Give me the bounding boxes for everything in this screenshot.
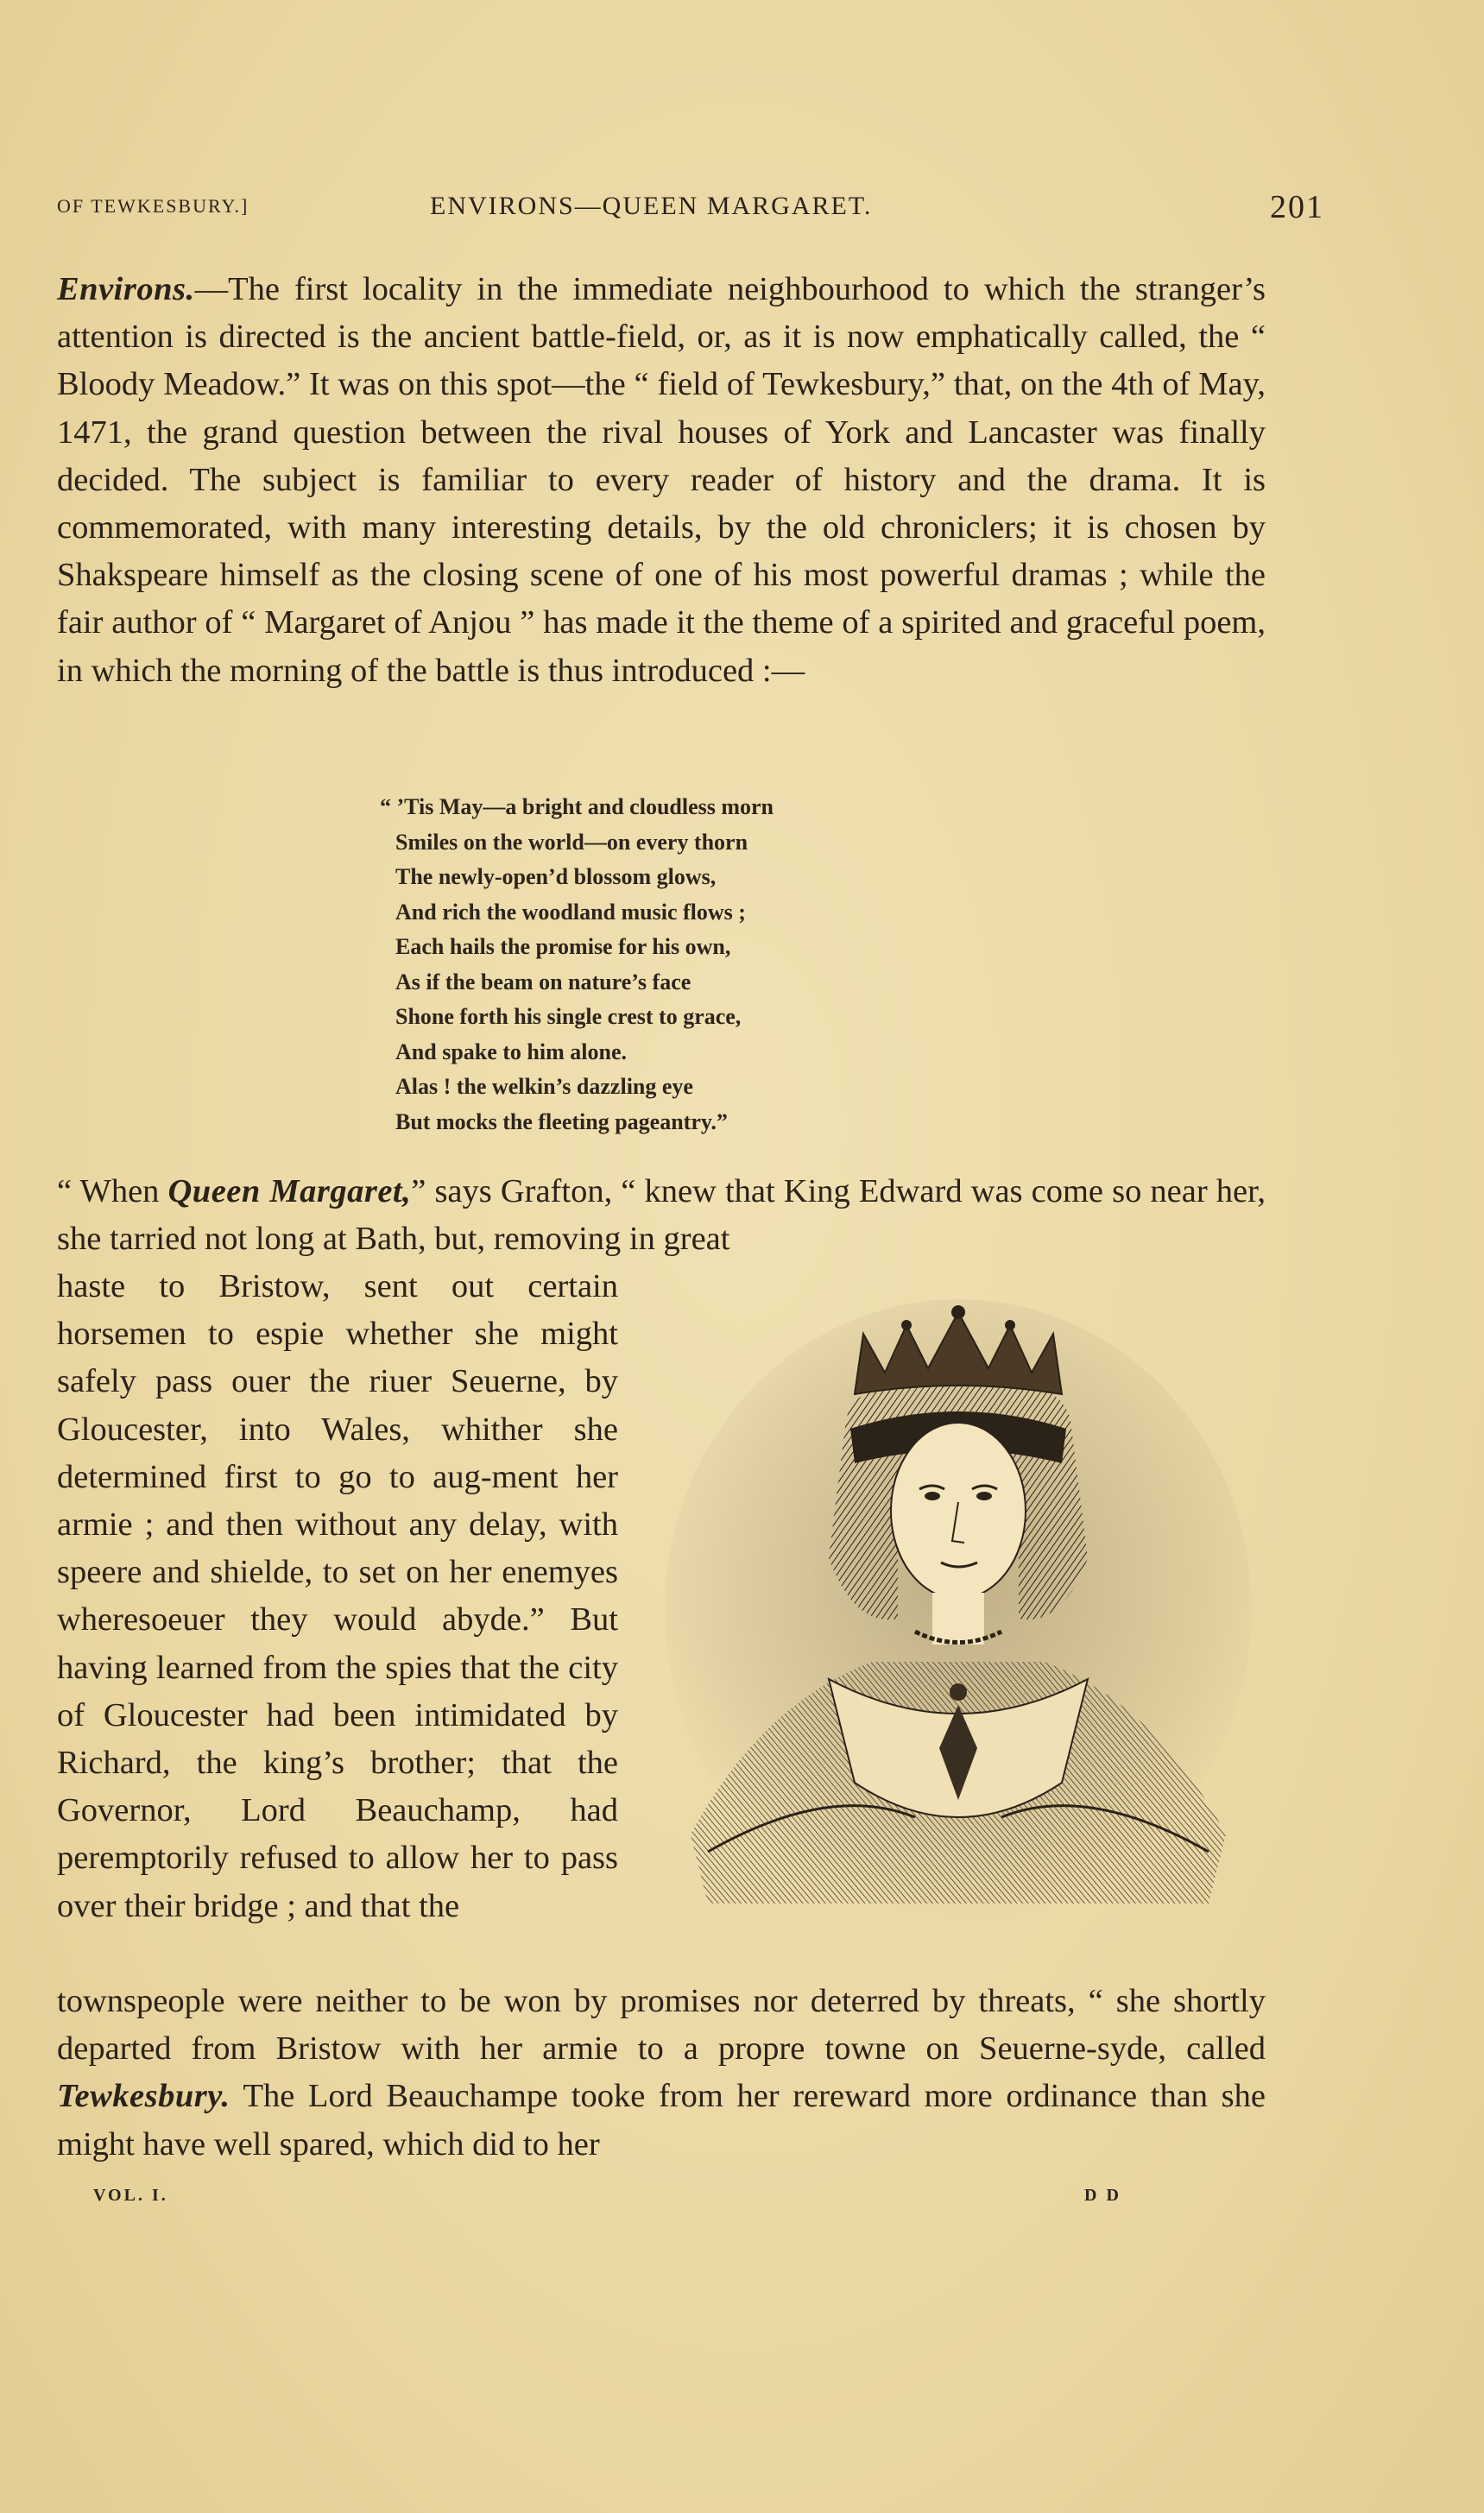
- page-footer: [93, 2186, 1216, 2206]
- poem-line: But mocks the fleeting pageantry.”: [395, 1108, 728, 1134]
- paragraph-text: The Lord Beauchampe tooke from her rereward more ordinance than she might have well spared, which did to her: [57, 2078, 1266, 2163]
- header-section-title: OF TEWKESBURY.]: [57, 195, 249, 217]
- signature-mark: D D: [1084, 2186, 1121, 2205]
- paragraph-lead-word: Environs.: [57, 271, 195, 307]
- header-chapter-title: ENVIRONS—QUEEN MARGARET.: [430, 192, 873, 220]
- paragraph-grafton-quote: [57, 1168, 1266, 1263]
- tewkesbury-name: Tewkesbury.: [57, 2078, 230, 2115]
- paragraph-text: —The first locality in the immediate neighbourhood to which the stranger’s attention is directed is the ancient battle-field, or, as it is now emphatically called, the “ Bloody Meadow.” It was on this spot—the “ field of Tewkesbury,” that, on the 4th of May, 1471, the grand question between the rival houses of York and Lancaster was finally decided. The subject is familiar to every reader of history and the drama. It is commemorated, with many interesting details, by the old chroniclers; it is chosen by Shakspeare himself as the closing scene of one of his most powerful dramas ; while the fair author of “ Margaret of Anjou ” has made it the theme of a spirited and graceful poem, in which the morning of the battle is thus introduced :—: [57, 271, 1266, 689]
- quote-open: “ When: [57, 1173, 168, 1209]
- paragraph-column-text: haste to Bristow, sent out certain horsemen to espie whether she might safely pass ouer the riuer Seuerne, by Gloucester, into Wales, whither she determined first to go to aug-ment her armie ; and then without any delay, with speere and shielde, to set on her enemyes wheresoeuer they would abyde.” But having learned from the spies that the city of Gloucester had been intimidated by Richard, the king’s brother; that the Governor, Lord Beauchamp, had peremptorily refused to allow her to pass over their bridge ; and that the: [57, 1268, 618, 1924]
- poem-line: The newly-open’d blossom glows,: [395, 864, 717, 889]
- poem-line: “ ’Tis May—a bright and cloudless morn: [380, 794, 774, 819]
- volume-mark: VOL. I.: [93, 2186, 168, 2205]
- poem-line: Smiles on the world—on every thorn: [395, 829, 748, 855]
- page-number: 201: [1270, 189, 1324, 225]
- poem-line: And rich the woodland music flows ;: [395, 899, 746, 925]
- poem-line: And spake to him alone.: [395, 1039, 627, 1064]
- poem-line: Each hails the promise for his own,: [395, 934, 731, 959]
- running-header: [57, 188, 1324, 231]
- paragraph-text: townspeople were neither to be won by promises nor deterred by threats, “ she shortly departed from Bristow with her armie to a propre towne on Seuerne-syde, called: [57, 1983, 1266, 2068]
- queen-margaret-portrait-engraving: [656, 1299, 1260, 1955]
- paragraph-tewkesbury: [57, 1978, 1266, 2169]
- poem-line: As if the beam on nature’s face: [395, 969, 691, 994]
- paragraph-text: ” says Grafton, “ knew that King Edward was come so near her, she tarried not long at Bath, but, removing in great: [57, 1173, 1266, 1258]
- queen-margaret-name: Queen Margaret,: [167, 1173, 412, 1209]
- paragraph-environs: [57, 266, 1266, 695]
- poem-line: Shone forth his single crest to grace,: [395, 1004, 742, 1029]
- poem-line: Alas ! the welkin’s dazzling eye: [395, 1074, 693, 1099]
- poem-quotation: [380, 790, 984, 1140]
